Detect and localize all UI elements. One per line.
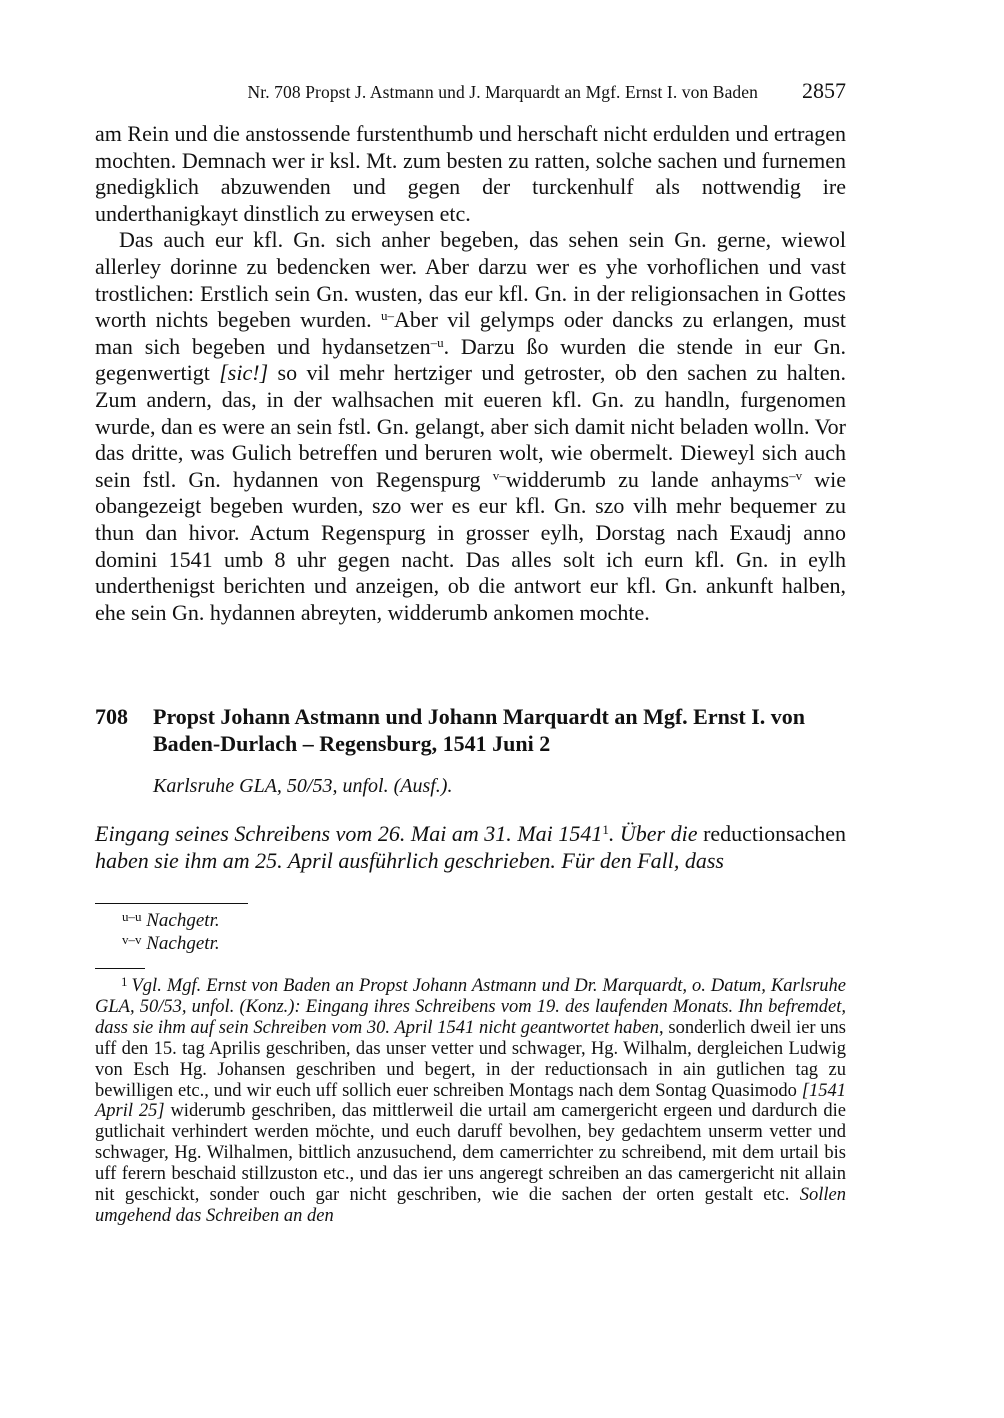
main-text: [95, 121, 846, 626]
sic-annotation: [sic!]: [219, 360, 269, 386]
variant-mark-v-open: v–: [492, 467, 506, 483]
variant-notes-divider: [95, 903, 248, 904]
footnote-1-d: widerumb geschriben, das mittlerweil die urtail am camergericht ergeen und dardurch die gutlichait verhindert werden möchte, und euch daruff bevolhen, bey gedachtem unserm vetter und schwager, Hg. Wilhalmen, bittlich anzusuchend, dem camerrichter zu schreibend, mit dem urtail bis uff ferern beschaid stillzuston etc., und das ier uns angeregt schreiben an das camergericht nit allain nit geschickt, sonder ouch gar nicht geschriben, wie die sachen der orten gestalt etc.: [95, 1101, 846, 1206]
paragraph-2-d: so vil mehr hertziger und getroster, ob den sachen zu halten. Zum andern, das, in der walhsachen mit eueren kfl. Gn. zu handln, furgenomen wurde, dan es were an sein fstl. Gn. gelangt, aber sich damit nicht beladen wolln. Vor das dritte, was Gulich betreffen und beruren wolt, wie obermelt. Dieweyl sich auch sein fstl. Gn. hydannen von Regenspurg: [95, 360, 846, 492]
footnote-1-mark: 1: [121, 974, 128, 989]
regest-b: . Über die: [608, 821, 698, 846]
document-number: 708: [95, 704, 128, 729]
regest-a: Eingang seines Schreibens vom 26. Mai am 31. Mai 1541: [95, 821, 603, 846]
running-header: [95, 80, 846, 108]
footnote-reference: 1: [602, 822, 609, 837]
running-head: Nr. 708 Propst J. Astmann und J. Marquardt an Mgf. Ernst I. von Baden: [247, 82, 758, 102]
document-heading: [95, 703, 846, 757]
paragraph-2-b: Aber vil gelymps oder dancks zu erlangen, must man sich begeben und hydansetzen: [95, 307, 846, 359]
footnote-1-e: Sollen umgehend das Schreiben an den: [95, 1185, 846, 1226]
variant-note-u-text: Nachgetr.: [146, 910, 220, 931]
footnote-1-c: [1541 April 25]: [95, 1080, 846, 1122]
document-title: Propst Johann Astmann und Johann Marquardt an Mgf. Ernst I. von Baden-Durlach – Regensburg, 1541 Juni 2: [153, 704, 806, 756]
variant-mark-v-close: –v: [789, 467, 803, 483]
variant-note-v: [122, 929, 220, 955]
paragraph-2-f: wie obangezeigt begeben wurden, szo wer es eur kfl. Gn. szo vilh mehr bequemer zu thun dan hivor. Actum Regenspurg in grosser eylh, Dorstag nach Exaudj anno domini 1541 umb 8 uhr gegen nacht. Das alles solt ich eurn kfl. Gn. in eylh underthenigst berichten und anzeigen, ob die antwort eur kfl. Gn. ankunft halben, ehe sein Gn. hydannen abreyten, widderumb ankomen mochte.: [95, 466, 847, 625]
footnote-1-b: , sonderlich dweil ier uns uff den 15. tag Aprilis geschriben, das unser vetter und schwager, Hg. Wilhalm, dergleichen Ludwig von Esch Hg. Johansen geschriben und begert, in der reductionsach in ain gutlichen tag zu bewilligen etc., und wir euch uff sollich euer schreiben Montags nach dem Sontag Quasimodo: [95, 1017, 847, 1101]
variant-note-v-mark: v–v: [122, 932, 142, 947]
paragraph-2: [95, 227, 846, 626]
paragraph-1: am Rein und die anstossende furstenthumb und herschaft nicht erdulden und ertragen mochten. Demnach wer ir ksl. Mt. zum besten zu ratten, solche sachen und furnemen gnedigklich abzuwenden und gegen der turckenhulf als nottwendig ire underthanigkayt dinstlich zu erweysen etc.: [95, 121, 846, 226]
regest-d: haben sie ihm am 25. April ausführlich geschrieben. Für den Fall, dass: [95, 847, 724, 873]
paragraph-2-e: widderumb zu lande anhayms: [505, 466, 790, 492]
variant-mark-u-close: –u: [430, 334, 444, 350]
footnote-1-a: Vgl. Mgf. Ernst von Baden an Propst Johann Astmann und Dr. Marquardt, o. Datum, Karlsruhe GLA, 50/53, unfol. (Konz.): Eingang ihres Schreibens vom 19. des laufenden Monats. Ihn befremdet, dass sie ihm auf sein Schreiben vom 30. April 1541 nicht geantwortet haben: [95, 976, 846, 1038]
regest: [95, 821, 846, 874]
page-number: 2857: [802, 78, 846, 103]
variant-note-v-text: Nachgetr.: [146, 933, 220, 954]
footnote-1: [95, 972, 846, 1227]
variant-note-u-mark: u–u: [122, 909, 142, 924]
paragraph-2-a: Das auch eur kfl. Gn. sich anher begeben, das sehen sein Gn. gerne, wiewol allerley dorinne zu bedencken wer. Aber darzu wer es yhe vorhoflichen und vast trostlichen: Erstlich sein Gn. wusten, das eur kfl. Gn. in der religionsachen in Gottes worth nichts begeben wurden.: [95, 227, 846, 333]
regest-c: reductionsachen: [697, 821, 847, 846]
document-source: Karlsruhe GLA, 50/53, unfol. (Ausf.).: [153, 775, 453, 797]
paragraph-2-c: . Darzu ßo wurden die stende in eur Gn. gegenwertigt: [95, 333, 846, 386]
variant-mark-u-open: u–: [380, 308, 394, 324]
footnotes-divider: [95, 968, 145, 969]
